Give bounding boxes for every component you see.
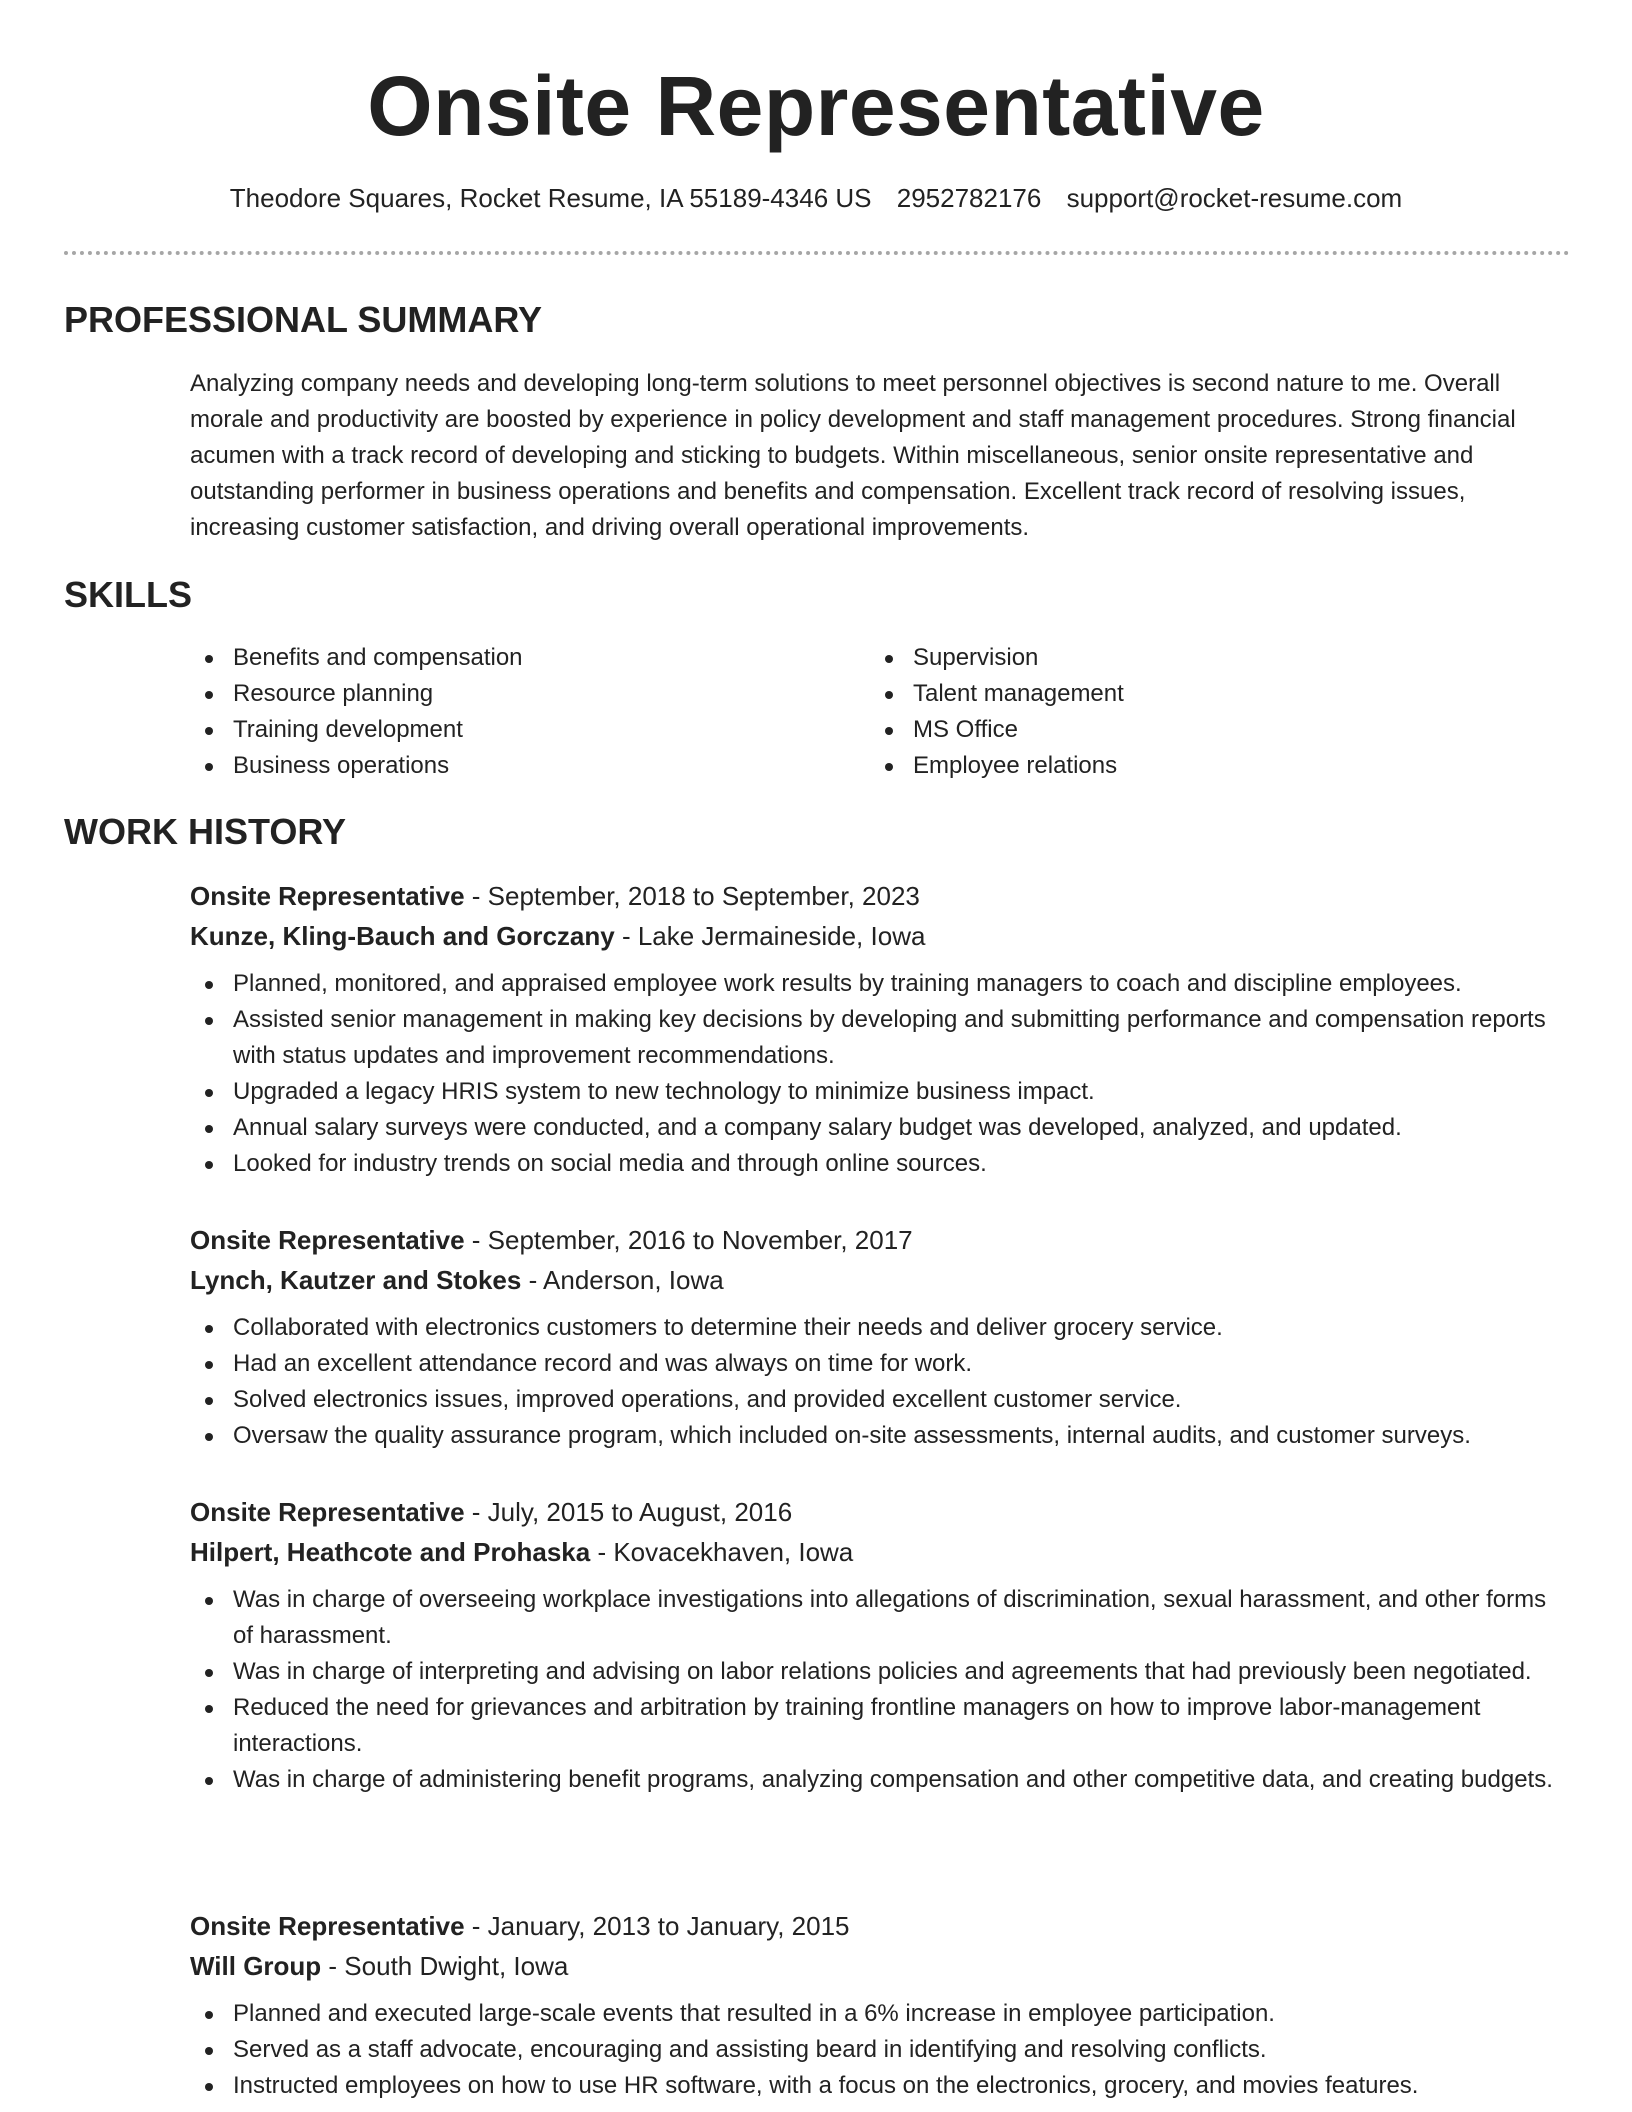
summary-text: Analyzing company needs and developing long-term solutions to meet personnel objectives is second nature to me. Overall morale and productivity are boosted by experience in policy development and staff management procedures. Strong financial acumen with a track record of developing and sticking to budgets. Within miscellaneous, senior onsite representative and outstanding performer in business operations and benefits and compensation. Excellent track record of resolving issues, increasing customer satisfaction, and driving overall operational improvements. <box>190 370 1516 541</box>
job-duty: Was in charge of interpreting and advising on labor relations policies and agreements that had previously been negotiated. <box>190 1654 1570 1690</box>
skills-list <box>190 640 1570 784</box>
job-duty: Was in charge of overseeing workplace investigations into allegations of discrimination, sexual harassment, and other forms of harassment. <box>190 1582 1570 1654</box>
job-company-line <box>190 1946 1570 1986</box>
job-entry <box>190 1492 1570 1798</box>
summary-heading: PROFESSIONAL SUMMARY <box>64 299 543 340</box>
job-title-line <box>190 1492 1570 1532</box>
job-title: Onsite Representative <box>190 1497 465 1527</box>
skills-column-right <box>870 640 1550 784</box>
job-location: - Kovacekhaven, Iowa <box>590 1537 854 1567</box>
work-history-heading: WORK HISTORY <box>64 811 347 852</box>
job-title: Onsite Representative <box>190 1911 465 1941</box>
job-company: Kunze, Kling-Bauch and Gorczany <box>190 921 615 951</box>
job-duty: Was in charge of administering benefit programs, analyzing compensation and other competitive data, and creating budgets. <box>190 1762 1570 1798</box>
job-location: - Anderson, Iowa <box>521 1265 724 1295</box>
skills-column-left <box>190 640 870 784</box>
skill-item: Resource planning <box>190 676 870 712</box>
job-duty: Had an excellent attendance record and was always on time for work. <box>190 1346 1570 1382</box>
job-duty: Annual salary surveys were conducted, and a company salary budget was developed, analyzed, and updated. <box>190 1110 1570 1146</box>
job-title-line <box>190 1906 1570 1946</box>
job-duty: Upgraded a legacy HRIS system to new technology to minimize business impact. <box>190 1074 1570 1110</box>
job-company-line <box>190 1260 1570 1300</box>
job-title: Onsite Representative <box>190 1225 465 1255</box>
resume-title: Onsite Representative <box>367 59 1265 153</box>
job-location: - Lake Jermaineside, Iowa <box>614 921 926 951</box>
job-duty: Looked for industry trends on social media and through online sources. <box>190 1146 1570 1182</box>
job-dates: - January, 2013 to January, 2015 <box>464 1911 850 1941</box>
job-dates: - September, 2018 to September, 2023 <box>464 881 920 911</box>
job-duties <box>190 1996 1570 2104</box>
job-duty: Assisted senior management in making key decisions by developing and submitting performance and compensation reports with status updates and improvement recommendations. <box>190 1002 1570 1074</box>
skill-item: Training development <box>190 712 870 748</box>
skill-item: Talent management <box>870 676 1550 712</box>
contact-phone: 2952782176 <box>896 183 1042 213</box>
skill-item: Benefits and compensation <box>190 640 870 676</box>
skill-item: MS Office <box>870 712 1550 748</box>
job-dates: - September, 2016 to November, 2017 <box>464 1225 913 1255</box>
job-entry <box>190 876 1570 1182</box>
job-title-line <box>190 1220 1570 1260</box>
job-duty: Solved electronics issues, improved operations, and provided excellent customer service. <box>190 1382 1570 1418</box>
job-entry <box>190 1220 1570 1454</box>
contact-email: support@rocket-resume.com <box>1066 183 1403 213</box>
job-company-line <box>190 1532 1570 1572</box>
job-company: Hilpert, Heathcote and Prohaska <box>190 1537 591 1567</box>
skill-item: Business operations <box>190 748 870 784</box>
job-duties <box>190 1582 1570 1798</box>
job-company: Lynch, Kautzer and Stokes <box>190 1265 522 1295</box>
job-duty: Served as a staff advocate, encouraging and assisting beard in identifying and resolving conflicts. <box>190 2032 1570 2068</box>
job-duty: Planned, monitored, and appraised employee work results by training managers to coach and discipline employees. <box>190 966 1570 1002</box>
job-duty: Planned and executed large-scale events that resulted in a 6% increase in employee participation. <box>190 1996 1570 2032</box>
job-duties <box>190 1310 1570 1454</box>
job-title: Onsite Representative <box>190 881 465 911</box>
job-duty: Oversaw the quality assurance program, which included on-site assessments, internal audits, and customer surveys. <box>190 1418 1570 1454</box>
skills-heading: SKILLS <box>64 574 193 615</box>
contact-line <box>0 181 1632 215</box>
skill-item: Supervision <box>870 640 1550 676</box>
job-location: - South Dwight, Iowa <box>321 1951 569 1981</box>
job-entry <box>190 1906 1570 2104</box>
contact-address: Theodore Squares, Rocket Resume, IA 55189-4346 US <box>229 183 872 213</box>
job-title-line <box>190 876 1570 916</box>
job-dates: - July, 2015 to August, 2016 <box>464 1497 793 1527</box>
job-duty: Collaborated with electronics customers to determine their needs and deliver grocery service. <box>190 1310 1570 1346</box>
job-duty: Reduced the need for grievances and arbitration by training frontline managers on how to improve labor-management interactions. <box>190 1690 1570 1762</box>
job-company-line <box>190 916 1570 956</box>
skill-item: Employee relations <box>870 748 1550 784</box>
job-duty: Instructed employees on how to use HR software, with a focus on the electronics, grocery, and movies features. <box>190 2068 1570 2104</box>
job-company: Will Group <box>190 1951 322 1981</box>
header-divider <box>64 251 1570 255</box>
job-duties <box>190 966 1570 1182</box>
